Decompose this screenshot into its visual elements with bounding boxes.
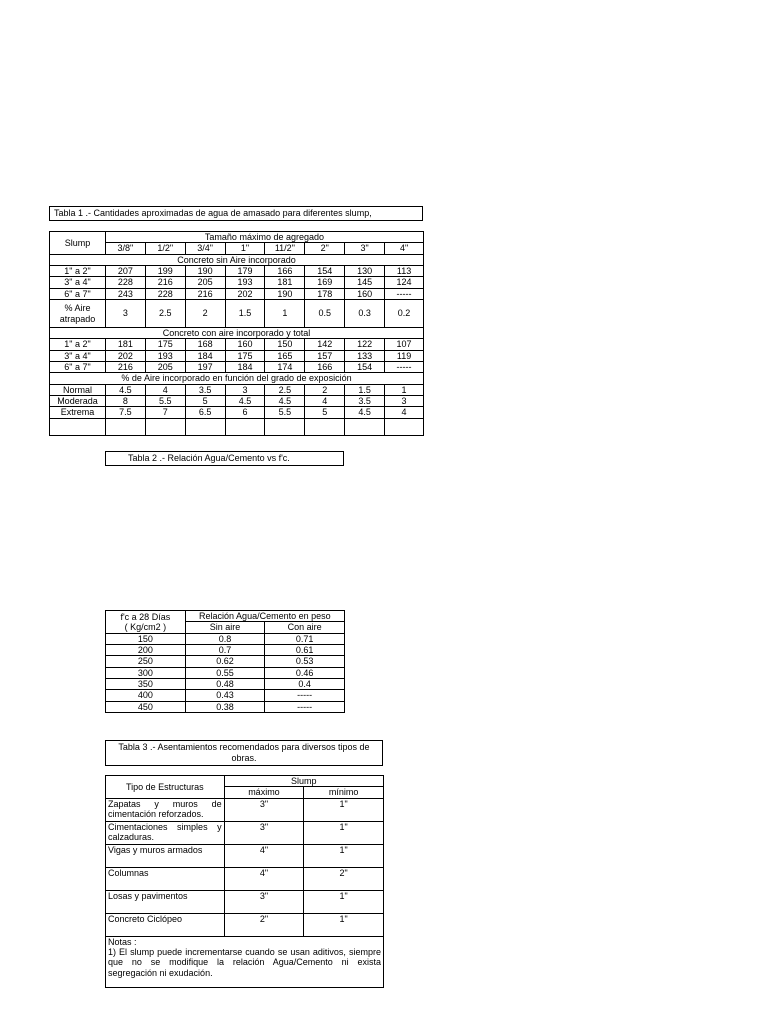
value-cell: 178: [305, 288, 345, 299]
slump-header: Slump: [224, 776, 383, 787]
value-cell: 202: [105, 350, 145, 361]
value-cell: 228: [105, 277, 145, 288]
sin-aire-header: Sin aire: [185, 622, 265, 633]
con-aire-cell: -----: [265, 701, 345, 712]
value-cell: 6: [225, 407, 265, 418]
min-header: mínimo: [304, 787, 384, 798]
table-row: [50, 350, 424, 361]
notes-cell: [106, 936, 384, 987]
air-label-line1: % Aire: [64, 303, 91, 314]
value-cell: 205: [145, 362, 185, 373]
row-label: 3" a 4": [50, 350, 106, 361]
table-row: [106, 667, 345, 678]
max-cell: 3": [224, 798, 304, 821]
size-cell: 1": [225, 243, 265, 254]
table-row: [106, 690, 345, 701]
air-value: 0.2: [385, 300, 424, 328]
air-label: [50, 300, 106, 328]
table2-rows: [106, 633, 345, 712]
table-row: [106, 867, 384, 890]
size-cell: 1/2": [145, 243, 185, 254]
table3: [105, 775, 384, 988]
value-cell: 3.5: [345, 396, 385, 407]
table1: [49, 231, 424, 436]
air-value: 1.5: [225, 300, 265, 328]
table-row: [50, 288, 424, 299]
size-cell: 11/2": [265, 243, 305, 254]
value-cell: 4: [305, 396, 345, 407]
value-cell: 6.5: [185, 407, 225, 418]
value-cell: 122: [345, 339, 385, 350]
table-row: [50, 339, 424, 350]
con-aire-cell: 0.53: [265, 656, 345, 667]
section-title: % de Aire incorporado en función del grado de exposición: [50, 373, 424, 384]
value-cell: 107: [385, 339, 424, 350]
value-cell: 4.5: [225, 396, 265, 407]
table-row: [106, 656, 345, 667]
value-cell: 154: [345, 362, 385, 373]
value-cell: 174: [265, 362, 305, 373]
value-cell: 181: [265, 277, 305, 288]
table3-caption: Tabla 3 .- Asentamientos recomendados para diversos tipos de obras.: [105, 740, 383, 766]
value-cell: 216: [145, 277, 185, 288]
air-value: 3: [105, 300, 145, 328]
value-cell: 4: [145, 384, 185, 395]
value-cell: 2: [305, 384, 345, 395]
air-value: 2: [185, 300, 225, 328]
value-cell: 133: [345, 350, 385, 361]
row-label: 6" a 7": [50, 288, 106, 299]
value-cell: 181: [105, 339, 145, 350]
table-row: [50, 277, 424, 288]
max-cell: 3": [224, 890, 304, 913]
value-cell: 150: [265, 339, 305, 350]
value-cell: 179: [225, 266, 265, 277]
value-cell: 243: [105, 288, 145, 299]
air-value: 2.5: [145, 300, 185, 328]
air-row: [50, 300, 424, 328]
value-cell: 216: [185, 288, 225, 299]
value-cell: 165: [265, 350, 305, 361]
con-aire-cell: 0.46: [265, 667, 345, 678]
sin-aire-cell: 0.55: [185, 667, 265, 678]
air-value: 1: [265, 300, 305, 328]
size-cell: 3": [345, 243, 385, 254]
value-cell: 184: [185, 350, 225, 361]
con-aire-cell: -----: [265, 690, 345, 701]
row-label: 6" a 7": [50, 362, 106, 373]
section3-rows: [50, 384, 424, 418]
value-cell: 7.5: [105, 407, 145, 418]
structure-type-cell: Zapatas y muros de cimentación reforzados.: [106, 798, 225, 821]
value-cell: 202: [225, 288, 265, 299]
value-cell: -----: [385, 362, 424, 373]
table-row: [106, 645, 345, 656]
fc-header-line1: f'c a 28 Días: [120, 611, 171, 622]
size-cell: 2": [305, 243, 345, 254]
row-label: 1" a 2": [50, 266, 106, 277]
type-header: Tipo de Estructuras: [106, 776, 225, 799]
value-cell: 130: [345, 266, 385, 277]
value-cell: 5.5: [265, 407, 305, 418]
value-cell: 4.5: [345, 407, 385, 418]
table-row: [106, 701, 345, 712]
sin-aire-cell: 0.43: [185, 690, 265, 701]
table-row: [106, 798, 384, 821]
max-cell: 3": [224, 821, 304, 844]
structure-type-cell: Losas y pavimentos: [106, 890, 225, 913]
value-cell: 154: [305, 266, 345, 277]
max-header: máximo: [224, 787, 304, 798]
value-cell: 2.5: [265, 384, 305, 395]
air-value: 0.3: [345, 300, 385, 328]
max-cell: 2": [224, 913, 304, 936]
table2: [105, 610, 345, 713]
table-row: [106, 679, 345, 690]
section-title: Concreto sin Aire incorporado: [50, 254, 424, 265]
fc-cell: 400: [106, 690, 186, 701]
table-row: [106, 821, 384, 844]
min-cell: 1": [304, 913, 384, 936]
value-cell: 193: [225, 277, 265, 288]
value-cell: 169: [305, 277, 345, 288]
value-cell: 5: [305, 407, 345, 418]
row-label: 3" a 4": [50, 277, 106, 288]
table-row: [106, 844, 384, 867]
table-row: [50, 266, 424, 277]
notes-text: 1) El slump puede incrementarse cuando se usan aditivos, siempre que no se modifique la relación Agua/Cemento ni exista segregación ni exudación.: [108, 947, 381, 978]
value-cell: 157: [305, 350, 345, 361]
value-cell: 142: [305, 339, 345, 350]
size-cell: 4": [385, 243, 424, 254]
value-cell: 5: [185, 396, 225, 407]
value-cell: 190: [185, 266, 225, 277]
value-cell: 160: [225, 339, 265, 350]
value-cell: 216: [105, 362, 145, 373]
value-cell: 145: [345, 277, 385, 288]
sin-aire-cell: 0.38: [185, 701, 265, 712]
fc-header-line2: ( Kg/cm2 ): [124, 621, 167, 632]
table-row: [106, 633, 345, 644]
value-cell: 4.5: [105, 384, 145, 395]
sin-aire-cell: 0.62: [185, 656, 265, 667]
value-cell: 113: [385, 266, 424, 277]
value-cell: 197: [185, 362, 225, 373]
value-cell: 5.5: [145, 396, 185, 407]
value-cell: 184: [225, 362, 265, 373]
structure-type-cell: Vigas y muros armados: [106, 844, 225, 867]
row-label: 1" a 2": [50, 339, 106, 350]
value-cell: 199: [145, 266, 185, 277]
notes-title: Notas :: [108, 936, 137, 947]
table-row: [106, 913, 384, 936]
max-cell: 4": [224, 844, 304, 867]
value-cell: 7: [145, 407, 185, 418]
table-row: [50, 407, 424, 418]
value-cell: 175: [225, 350, 265, 361]
value-cell: 4: [385, 407, 424, 418]
value-cell: 228: [145, 288, 185, 299]
value-cell: 168: [185, 339, 225, 350]
con-aire-cell: 0.61: [265, 645, 345, 656]
slump-header: Slump: [50, 232, 106, 255]
min-cell: 1": [304, 821, 384, 844]
section1-rows: [50, 266, 424, 300]
value-cell: 160: [345, 288, 385, 299]
fc-cell: 200: [106, 645, 186, 656]
value-cell: 166: [265, 266, 305, 277]
table-row: [50, 396, 424, 407]
value-cell: 166: [305, 362, 345, 373]
table3-rows: [106, 798, 384, 936]
size-cell: 3/8": [105, 243, 145, 254]
value-cell: 119: [385, 350, 424, 361]
con-aire-cell: 0.4: [265, 679, 345, 690]
structure-type-cell: Concreto Ciclópeo: [106, 913, 225, 936]
fc-cell: 150: [106, 633, 186, 644]
section-title: Concreto con aire incorporado y total: [50, 328, 424, 339]
con-aire-cell: 0.71: [265, 633, 345, 644]
sin-aire-cell: 0.8: [185, 633, 265, 644]
value-cell: 4.5: [265, 396, 305, 407]
fc-cell: 300: [106, 667, 186, 678]
table-row: [50, 384, 424, 395]
fc-cell: 250: [106, 656, 186, 667]
sin-aire-cell: 0.7: [185, 645, 265, 656]
table-row: [106, 890, 384, 913]
value-cell: 175: [145, 339, 185, 350]
min-cell: 1": [304, 798, 384, 821]
table1-caption: Tabla 1 .- Cantidades aproximadas de agua de amasado para diferentes slump,: [49, 206, 423, 221]
value-cell: 1: [385, 384, 424, 395]
fc-cell: 450: [106, 701, 186, 712]
air-value: 0.5: [305, 300, 345, 328]
value-cell: 3: [225, 384, 265, 395]
value-cell: 207: [105, 266, 145, 277]
structure-type-cell: Cimentaciones simples y calzaduras.: [106, 821, 225, 844]
table-row: [50, 362, 424, 373]
value-cell: 205: [185, 277, 225, 288]
row-label: Extrema: [50, 407, 106, 418]
structure-type-cell: Columnas: [106, 867, 225, 890]
max-cell: 4": [224, 867, 304, 890]
con-aire-header: Con aire: [265, 622, 345, 633]
table2-caption: Tabla 2 .- Relación Agua/Cemento vs f'c.: [105, 451, 344, 466]
value-cell: 1.5: [345, 384, 385, 395]
value-cell: 3.5: [185, 384, 225, 395]
row-label: Normal: [50, 384, 106, 395]
value-cell: 190: [265, 288, 305, 299]
value-cell: 3: [385, 396, 424, 407]
value-cell: -----: [385, 288, 424, 299]
fc-header: [106, 611, 186, 634]
value-cell: 124: [385, 277, 424, 288]
sizes-row: [50, 243, 424, 254]
ratio-header: Relación Agua/Cemento en peso: [185, 611, 344, 622]
air-label-line2: atrapado: [59, 313, 96, 324]
size-cell: 3/4": [185, 243, 225, 254]
min-cell: 1": [304, 890, 384, 913]
blank-row: [50, 418, 424, 435]
min-cell: 1": [304, 844, 384, 867]
fc-cell: 350: [106, 679, 186, 690]
row-label: Moderada: [50, 396, 106, 407]
section2-rows: [50, 339, 424, 373]
value-cell: 193: [145, 350, 185, 361]
min-cell: 2": [304, 867, 384, 890]
value-cell: 8: [105, 396, 145, 407]
sin-aire-cell: 0.48: [185, 679, 265, 690]
size-header: Tamaño máximo de agregado: [105, 232, 423, 243]
